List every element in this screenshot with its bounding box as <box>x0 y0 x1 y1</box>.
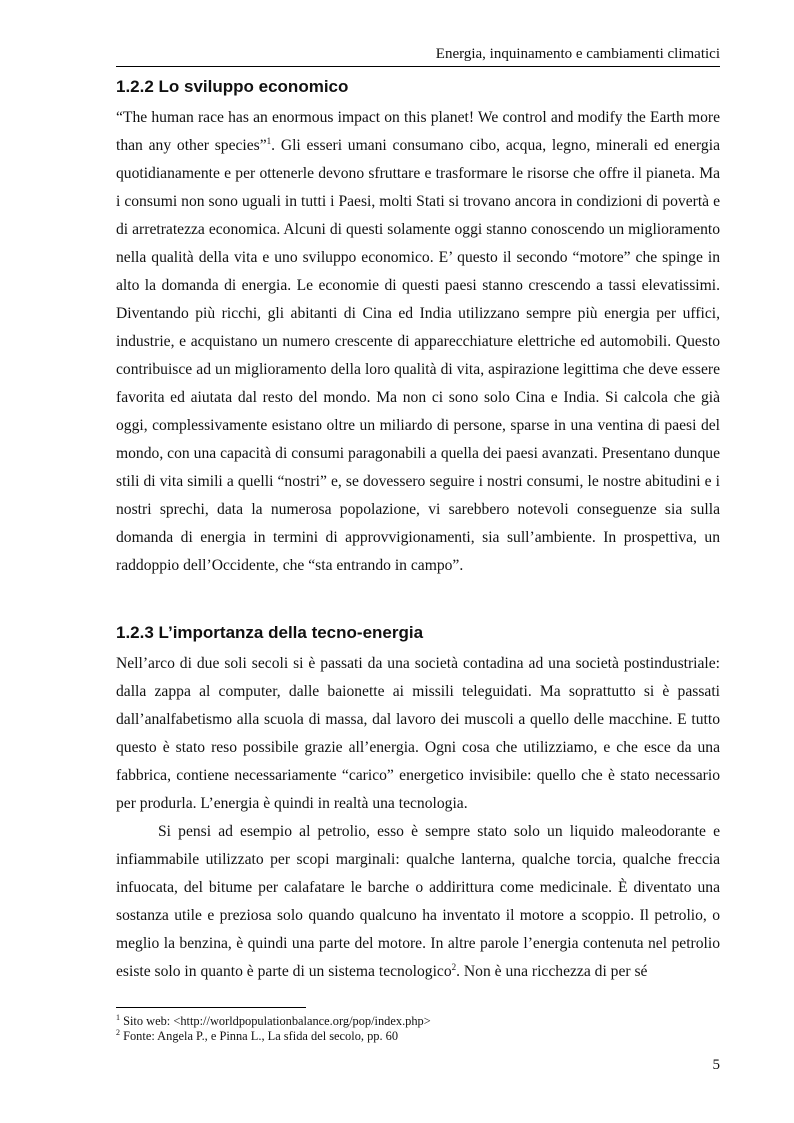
section-heading-1-2-2: 1.2.2 Lo sviluppo economico <box>116 77 349 96</box>
paragraph-text: . Gli esseri umani consumano cibo, acqua, legno, minerali ed energia quotidianamente e per ottenerle devono sfruttare e trasformare le risorse che offre il pianeta. Ma i consumi non sono uguali in tutti i Paesi, molti Stati si trovano ancora in condizioni di povertà e di arretratezza economica. Alcuni di questi solamente oggi stanno conoscendo un miglioramento nella qualità della vita e uno sviluppo economico. E’ questo il secondo “motore” che spinge in alto la domanda di energia. Le economie di questi paesi stanno crescendo a tassi elevatissimi. Diventando più ricchi, gli abitanti di Cina ed India utilizzano sempre più energia per uffici, industrie, e acquistano un numero crescente di apparecchiature elettriche ed automobili. Questo contribuisce ad un miglioramento della loro qualità di vita, aspirazione legittima che deve essere favorita ed aiutata dal resto del mondo. Ma non ci sono solo Cina e India. Si calcola che già oggi, complessivamente esistano oltre un miliardo di persone, sparse in una ventina di paesi del mondo, con una capacità di consumi paragonabili a quella dei paesi avanzati. Presentano dunque stili di vita simili a quelli “nostri” e, se dovessero seguire i nostri consumi, le nostre abitudini e i nostri sprechi, data la numerosa popolazione, vi sarebbero notevoli conseguenze sia sulla domanda di energia in termini di approvvigionamenti, sia sull’ambiente. In prospettiva, un raddoppio dell’Occidente, che “sta entrando in campo”. <box>116 137 720 574</box>
paragraph-tecno-energia-1: Nell’arco di due soli secoli si è passati da una società contadina ad una società postindustriale: dalla zappa al computer, dalle baionette ai missili teleguidati. Ma soprattutto si è passati dall’analfabetismo alla scuola di massa, dal lavoro dei muscoli a quello delle macchine. E tutto questo è stato reso possibile grazie all’energia. Ogni cosa che utilizziamo, e che esce da una fabbrica, contiene necessariamente “carico” energetico invisibile: quello che è stato necessario per produrla. L’energia è quindi in realtà una tecnologia. <box>116 655 720 812</box>
footnote-number: 2 <box>116 1027 120 1037</box>
running-header: Energia, inquinamento e cambiamenti climatici <box>435 46 720 62</box>
footnote-2 <box>116 1029 720 1044</box>
section-heading-1-2-3: 1.2.3 L’importanza della tecno-energia <box>116 623 424 642</box>
footnote-ref-2[interactable]: 2 <box>451 961 457 972</box>
footnote-1 <box>116 1014 720 1029</box>
paragraph-text: . Non è una ricchezza di per sé <box>456 963 648 980</box>
footnote-number: 1 <box>116 1012 120 1022</box>
paragraph-text: Si pensi ad esempio al petrolio, esso è sempre stato solo un liquido maleodorante e infiammabile utilizzato per scopi marginali: qualche lanterna, qualche torcia, qualche freccia infuocata, del bitume per calafatare le barche o addirittura come medicinale. È diventato una sostanza utile e preziosa solo quando qualcuno ha inventato il motore a scoppio. Il petrolio, o meglio la benzina, è quindi una parte del motore. In altre parole l’energia contenuta nel petrolio esiste solo in quanto è parte di un sistema tecnologico <box>116 823 720 980</box>
header-rule <box>116 66 720 67</box>
page-number: 5 <box>712 1057 720 1073</box>
footnote-ref-1[interactable]: 1 <box>266 135 272 146</box>
footnote-text: Sito web: <http://worldpopulationbalance.org/pop/index.php> <box>120 1014 431 1028</box>
footnotes <box>116 1014 720 1044</box>
paragraph-sviluppo-economico <box>116 104 720 580</box>
footnote-separator <box>116 1007 306 1008</box>
paragraph-tecno-energia-2 <box>116 818 720 986</box>
footnote-text: Fonte: Angela P., e Pinna L., La sfida del secolo, pp. 60 <box>120 1029 399 1043</box>
paragraph-text: “The human race has an enormous impact on this planet! We control and modify the Earth more than any other species” <box>116 109 720 154</box>
